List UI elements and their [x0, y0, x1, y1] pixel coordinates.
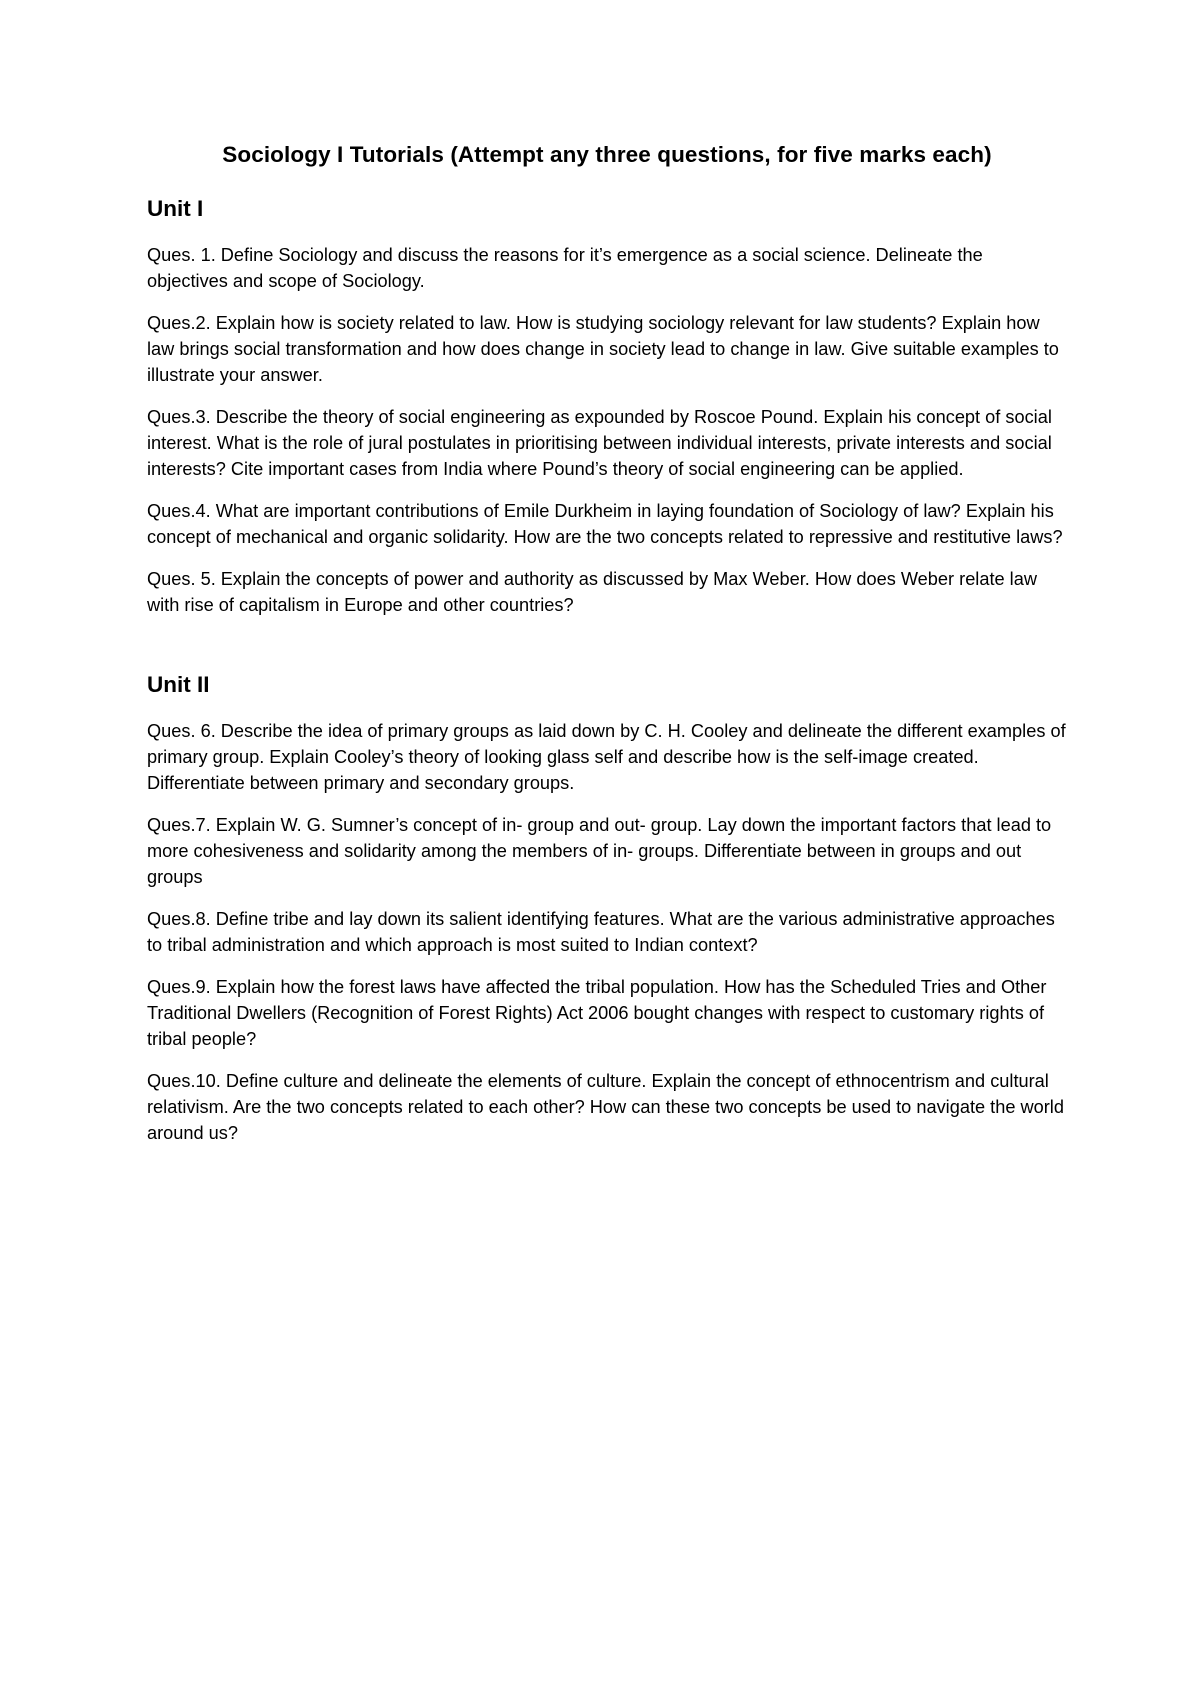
document-title: Sociology I Tutorials (Attempt any three questions, for five marks each) [222, 142, 992, 167]
question-3: Ques.3. Describe the theory of social engineering as expounded by Roscoe Pound. Explain his concept of social interest. What is the role of jural postulates in prioritising between individual interests, private interests and social interests? Cite important cases from India where Pound’s theory of social engineering can be applied. [147, 407, 1052, 479]
unit-2-heading: Unit II [147, 672, 210, 697]
question-9: Ques.9. Explain how the forest laws have affected the tribal population. How has the Scheduled Tries and Other Traditional Dwellers (Recognition of Forest Rights) Act 2006 bought changes with respect to customary rights of tribal people? [147, 977, 1047, 1049]
unit-2-section [147, 670, 1067, 1146]
document-page [147, 140, 1067, 1162]
question-8: Ques.8. Define tribe and lay down its salient identifying features. What are the various administrative approaches to tribal administration and which approach is most suited to Indian context? [147, 909, 1055, 955]
question-10: Ques.10. Define culture and delineate the elements of culture. Explain the concept of ethnocentrism and cultural relativism. Are the two concepts related to each other? How can these two concepts be used to navigate the world around us? [147, 1071, 1064, 1143]
question-1: Ques. 1. Define Sociology and discuss the reasons for it’s emergence as a social science. Delineate the objectives and scope of Sociology. [147, 245, 983, 291]
unit-1-heading: Unit I [147, 196, 204, 221]
question-6: Ques. 6. Describe the idea of primary groups as laid down by C. H. Cooley and delineate the different examples of primary group. Explain Cooley’s theory of looking glass self and describe how is the self-image created. Differentiate between primary and secondary groups. [147, 721, 1066, 793]
question-5: Ques. 5. Explain the concepts of power and authority as discussed by Max Weber. How does Weber relate law with rise of capitalism in Europe and other countries? [147, 569, 1037, 615]
question-2: Ques.2. Explain how is society related to law. How is studying sociology relevant for law students? Explain how law brings social transformation and how does change in society lead to change in law. Give suitable examples to illustrate your answer. [147, 313, 1059, 385]
question-4: Ques.4. What are important contributions of Emile Durkheim in laying foundation of Sociology of law? Explain his concept of mechanical and organic solidarity. How are the two concepts related to repressive and restitutive laws? [147, 501, 1063, 547]
question-7: Ques.7. Explain W. G. Sumner’s concept of in- group and out- group. Lay down the important factors that lead to more cohesiveness and solidarity among the members of in- groups. Differentiate between in groups and out groups [147, 815, 1052, 887]
unit-1-section [147, 194, 1067, 618]
